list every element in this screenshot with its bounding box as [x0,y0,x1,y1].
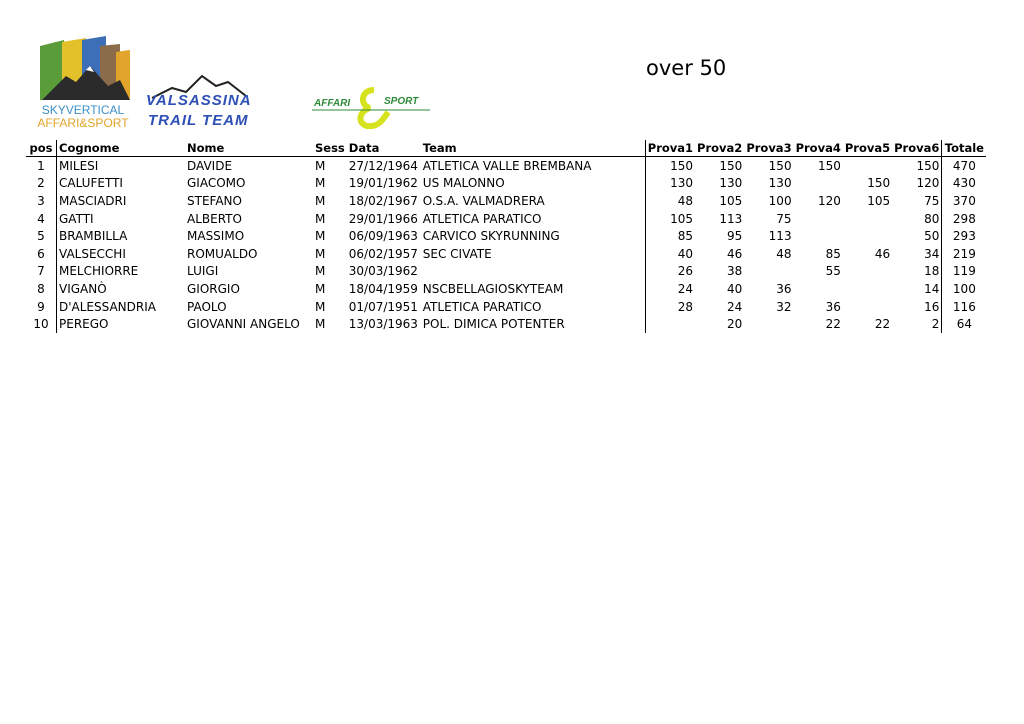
cell-sess: M [315,193,326,208]
cell-prova6: 120 [892,175,942,193]
cell-cognome: BRAMBILLA [57,227,186,245]
table-row [26,315,986,333]
results-table [26,140,986,333]
cell-sess: M [315,264,326,279]
cell-prova1: 28 [645,298,695,316]
cell-prova3: 100 [768,193,792,208]
cell-prova1 [645,315,695,333]
cell-nome: ALBERTO [187,211,242,226]
cell-prova4 [794,175,843,193]
header-team: Team [421,140,646,157]
cell-data: 06/02/1957 [348,246,418,261]
table-row [26,298,986,316]
table-row [26,227,986,245]
cell-team [421,263,646,281]
cell-prova5: 105 [867,193,891,208]
header-cognome: Cognome [57,140,186,157]
cell-pos: 7 [37,264,45,279]
cell-nome: MASSIMO [187,229,245,244]
cell-prova3: 48 [776,246,792,261]
header-totale: Totale [942,140,987,157]
cell-prova4 [794,210,843,228]
cell-prova2: 95 [727,229,743,244]
cell-prova2: 20 [727,317,743,332]
cell-prova2: 105 [719,193,743,208]
cell-data: 06/09/1963 [348,229,418,244]
header-sess: Sess [315,141,345,155]
header-prova2: Prova2 [697,141,743,155]
cell-nome: ROMUALDO [187,246,258,261]
cell-prova1: 40 [645,245,695,263]
cell-sess: M [315,211,326,226]
category-title: over 50 [646,56,727,80]
cell-team: ATLETICA VALLE BREMBANA [422,158,592,173]
cell-sess: M [315,246,326,261]
cell-prova4 [794,227,843,245]
cell-sess: M [315,317,326,332]
cell-team: ATLETICA PARATICO [422,211,542,226]
table-row [26,245,986,263]
skyvertical-logo [36,36,130,130]
skyvertical-line1: SKYVERTICAL [41,103,125,117]
cell-totale: 470 [952,158,976,173]
cell-prova3: 32 [776,299,792,314]
cell-totale: 219 [952,246,976,261]
cell-sess: M [315,229,326,244]
header-pos: pos [26,140,57,157]
cell-prova4: 120 [817,193,841,208]
cell-prova2: 113 [719,211,743,226]
cell-totale: 116 [952,299,976,314]
cell-team: NSCBELLAGIOSKYTEAM [422,281,564,296]
cell-prova4: 150 [817,158,841,173]
cell-prova3: 75 [776,211,792,226]
cell-totale: 293 [952,229,976,244]
cell-prova4: 85 [825,246,841,261]
cell-data: 18/04/1959 [348,281,418,296]
cell-prova3 [744,263,793,281]
cell-prova2: 24 [727,299,743,314]
cell-prova1: 24 [645,280,695,298]
cell-data: 30/03/1962 [348,264,418,279]
cell-data: 19/01/1962 [348,176,418,191]
cell-prova5: 46 [874,246,891,261]
cell-prova3: 130 [768,176,792,191]
cell-team: ATLETICA PARATICO [422,299,542,314]
cell-prova6: 150 [892,157,942,175]
cell-nome: GIACOMO [187,176,246,191]
cell-data: 18/02/1967 [348,193,418,208]
sport-text: SPORT [384,96,419,107]
cell-prova5 [843,157,892,175]
cell-prova6: 16 [892,298,942,316]
table-row [26,280,986,298]
table-row [26,210,986,228]
cell-prova1: 105 [645,210,695,228]
table-row [26,157,986,175]
cell-totale: 100 [952,281,976,296]
cell-prova2: 40 [727,281,743,296]
cell-sess: M [315,299,326,314]
cell-prova4: 36 [825,299,841,314]
table-row [26,175,986,193]
cell-prova4: 22 [825,317,841,332]
cell-data: 27/12/1964 [348,158,418,173]
skyvertical-line2: AFFARI&SPORT [37,116,129,130]
cell-prova1: 26 [645,263,695,281]
cell-prova6: 75 [892,192,942,210]
header-data: Data [347,140,421,157]
header-prova5: Prova5 [844,141,891,155]
cell-sess: M [315,281,326,296]
cell-cognome: VIGANÒ [57,280,186,298]
cell-pos: 2 [37,176,45,191]
cell-prova5 [843,280,892,298]
cell-prova6: 80 [892,210,942,228]
cell-team: CARVICO SKYRUNNING [422,229,560,244]
cell-nome: PAOLO [187,299,227,314]
cell-prova6: 2 [892,315,942,333]
cell-prova5: 150 [867,176,891,191]
cell-totale: 64 [956,317,973,332]
cell-prova2: 130 [719,176,743,191]
cell-cognome: D'ALESSANDRIA [57,298,186,316]
cell-data: 01/07/1951 [348,299,418,314]
cell-nome: STEFANO [187,193,242,208]
cell-nome: LUIGI [187,264,219,279]
valsassina-line2: TRAIL TEAM [148,112,249,129]
cell-pos: 4 [37,211,45,226]
cell-prova6: 18 [892,263,942,281]
cell-pos: 5 [37,229,45,244]
cell-prova1: 150 [645,157,695,175]
cell-prova1: 48 [645,192,695,210]
header-prova4: Prova4 [795,141,841,155]
affari-text: AFFARI [314,98,351,109]
cell-prova1: 85 [645,227,695,245]
cell-prova6: 50 [892,227,942,245]
cell-nome: GIORGIO [187,281,240,296]
cell-cognome: MELCHIORRE [57,263,186,281]
cell-prova2: 150 [719,158,743,173]
cell-team: O.S.A. VALMADRERA [422,193,545,208]
cell-totale: 119 [952,264,976,279]
cell-prova5 [843,263,892,281]
cell-pos: 10 [33,317,49,332]
cell-sess: M [315,158,326,173]
cell-pos: 8 [37,281,45,296]
table-header-row [26,140,986,157]
cell-team: POL. DIMICA POTENTER [422,317,565,332]
cell-cognome: MILESI [57,157,186,175]
cell-cognome: CALUFETTI [57,175,186,193]
cell-prova4: 55 [825,264,841,279]
cell-data: 13/03/1963 [348,317,418,332]
cell-pos: 1 [37,158,45,173]
cell-prova5 [843,210,892,228]
header-prova3: Prova3 [746,141,792,155]
cell-prova3: 150 [768,158,792,173]
table-row [26,192,986,210]
header-prova6: Prova6 [892,140,942,157]
cell-cognome: VALSECCHI [57,245,186,263]
cell-prova4 [794,280,843,298]
cell-prova5: 22 [874,317,891,332]
cell-team: US MALONNO [422,176,505,191]
cell-prova2: 38 [727,264,743,279]
cell-data: 29/01/1966 [348,211,418,226]
cell-nome: DAVIDE [187,158,233,173]
cell-totale: 430 [952,176,976,191]
cell-totale: 298 [952,211,976,226]
cell-prova3 [744,315,793,333]
cell-prova2: 46 [727,246,743,261]
valsassina-logo [142,72,262,130]
cell-team: SEC CIVATE [422,246,492,261]
header-prova1: Prova1 [645,140,695,157]
cell-prova5 [843,227,892,245]
cell-totale: 370 [952,193,976,208]
cell-cognome: MASCIADRI [57,192,186,210]
valsassina-line1: VALSASSINA [146,92,252,109]
cell-prova3: 113 [768,229,792,244]
cell-prova3: 36 [776,281,792,296]
cell-sess: M [315,176,326,191]
cell-prova1: 130 [645,175,695,193]
cell-pos: 6 [37,246,45,261]
table-row [26,263,986,281]
cell-prova6: 14 [892,280,942,298]
cell-prova5 [843,298,892,316]
cell-pos: 3 [37,193,45,208]
header-nome: Nome [185,140,313,157]
results-body [26,157,986,333]
cell-cognome: PEREGO [57,315,186,333]
cell-cognome: GATTI [57,210,186,228]
cell-pos: 9 [37,299,45,314]
cell-prova6: 34 [892,245,942,263]
skyvertical-mountain-icon [36,36,130,106]
affarisport-logo [312,86,430,130]
cell-nome: GIOVANNI ANGELO [187,317,300,332]
